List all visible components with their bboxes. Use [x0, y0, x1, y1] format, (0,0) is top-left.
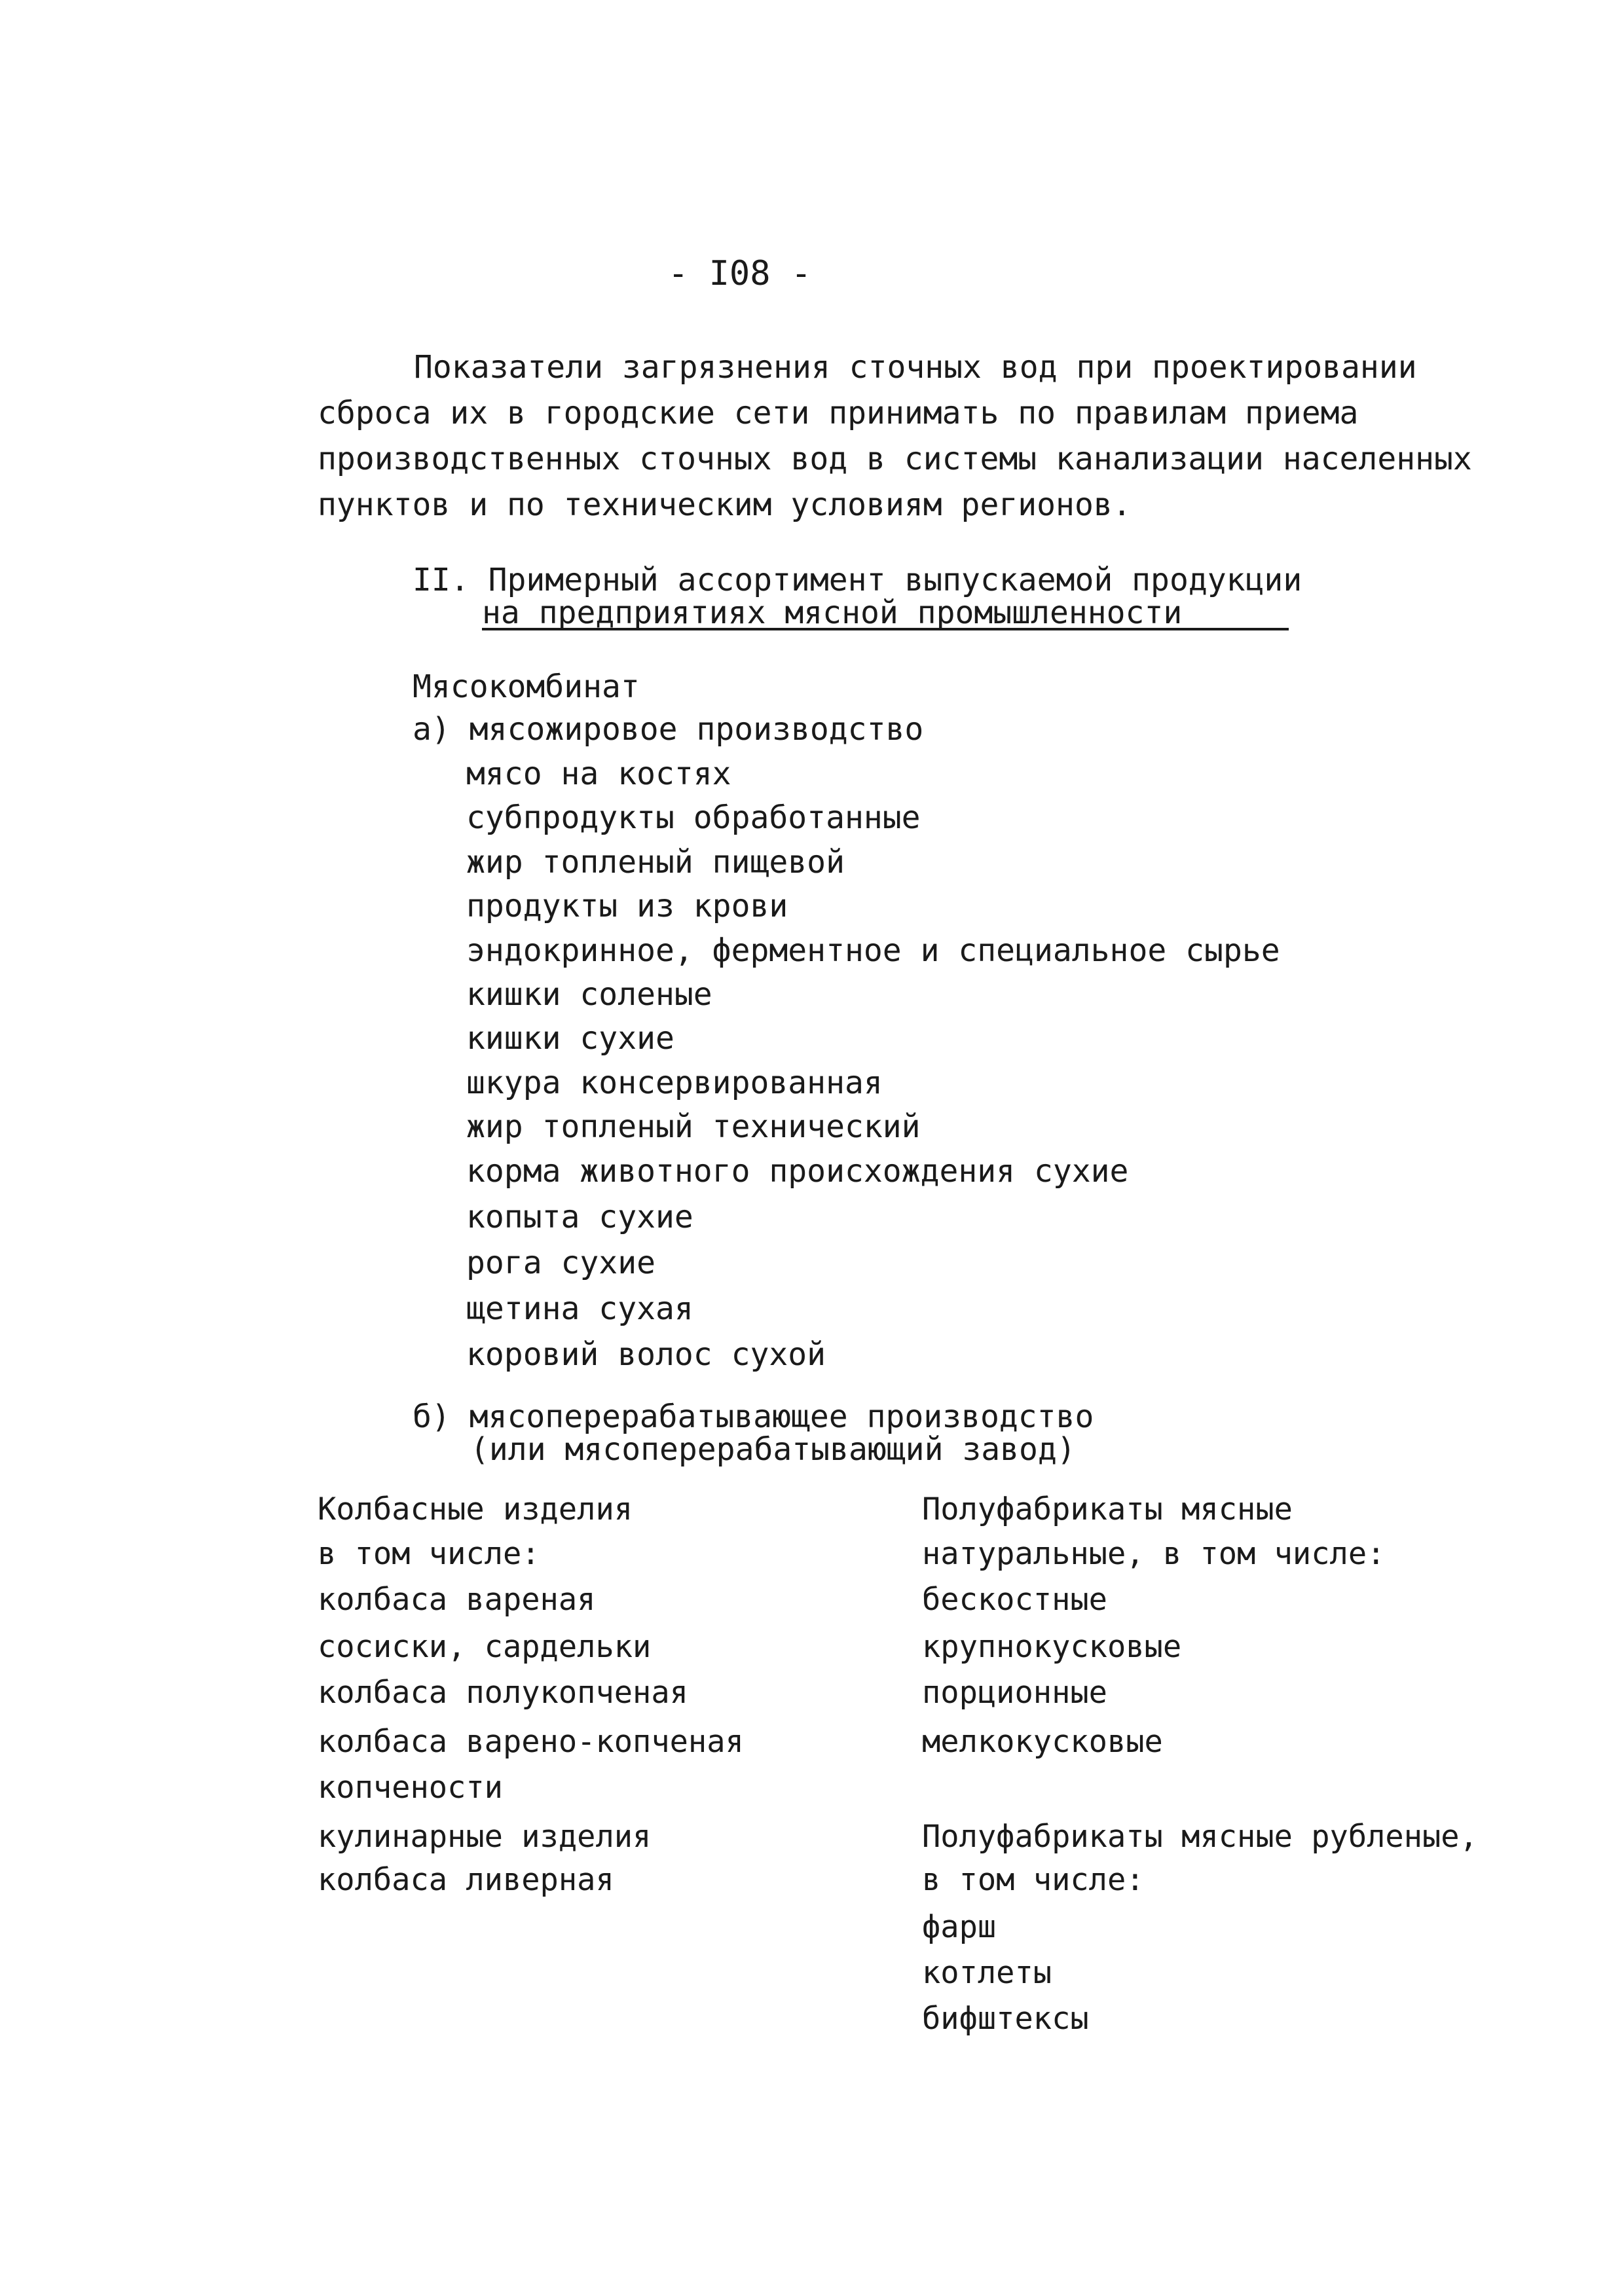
list-item: коровий волос сухой	[466, 1336, 826, 1373]
left-column-item: колбаса полукопченая	[318, 1675, 688, 1711]
section-underline	[482, 628, 1289, 630]
right-column-item: бифштексы	[922, 2001, 1089, 2037]
list-item: кишки соленые	[466, 976, 712, 1013]
left-column-item: кулинарные изделия	[318, 1819, 652, 1855]
page-number: - I08 -	[668, 254, 812, 293]
right-column-item: натуральные, в том числе:	[922, 1536, 1386, 1572]
left-column-item: копчености	[318, 1770, 503, 1806]
plant-title: Мясокомбинат	[413, 668, 640, 705]
list-item: продукты из крови	[466, 888, 788, 924]
left-column-item: колбаса вареная	[318, 1582, 596, 1618]
list-item: корма животного происхождения сухие	[466, 1153, 1129, 1190]
right-column-item: в том числе:	[922, 1862, 1145, 1898]
right-column-item: фарш	[922, 1909, 997, 1945]
list-item: кишки сухие	[466, 1020, 674, 1057]
right-column-item: крупнокусковые	[922, 1629, 1182, 1665]
part-b-heading-line1: б) мясоперерабатывающее производство	[413, 1398, 1094, 1435]
list-item: рога сухие	[466, 1245, 655, 1281]
right-column-item: Полуфабрикаты мясные рубленые,	[922, 1819, 1478, 1855]
left-column-item: в том числе:	[318, 1536, 540, 1572]
list-item: эндокринное, ферментное и специальное сырье	[466, 932, 1280, 969]
intro-line: Показатели загрязнения сточных вод при проектировании	[414, 349, 1417, 386]
right-column-item: бескостные	[922, 1582, 1107, 1618]
list-item: копыта сухие	[466, 1199, 693, 1235]
list-item: щетина сухая	[466, 1290, 693, 1327]
left-column-item: колбаса ливерная	[318, 1862, 614, 1898]
left-column-item: сосиски, сардельки	[318, 1629, 652, 1665]
right-column-item: мелкокусковые	[922, 1724, 1163, 1760]
right-column-item: порционные	[922, 1675, 1107, 1711]
intro-line: производственных сточных вод в системы канализации населенных	[318, 441, 1472, 477]
list-item: жир топленый технический	[466, 1108, 921, 1145]
list-item: шкура консервированная	[466, 1065, 883, 1101]
list-item: мясо на костях	[466, 756, 731, 792]
intro-line: сброса их в городские сети принимать по правилам приема	[318, 395, 1359, 431]
part-a-heading: а) мясожировое производство	[413, 711, 924, 748]
left-column-item: Колбасные изделия	[318, 1491, 633, 1527]
left-column-item: колбаса варено-копченая	[318, 1724, 744, 1760]
right-column-item: котлеты	[922, 1955, 1052, 1991]
list-item: субпродукты обработанные	[466, 799, 921, 836]
intro-line: пунктов и по техническим условиям регионов.	[318, 486, 1132, 523]
section-title-line2: на предприятиях мясной промышленности	[482, 594, 1183, 631]
section-title-line1: II. Примерный ассортимент выпускаемой продукции	[413, 562, 1302, 598]
list-item: жир топленый пищевой	[466, 844, 845, 881]
right-column-item: Полуфабрикаты мясные	[922, 1491, 1293, 1527]
part-b-heading-line2: (или мясоперерабатывающий завод)	[470, 1431, 1076, 1468]
